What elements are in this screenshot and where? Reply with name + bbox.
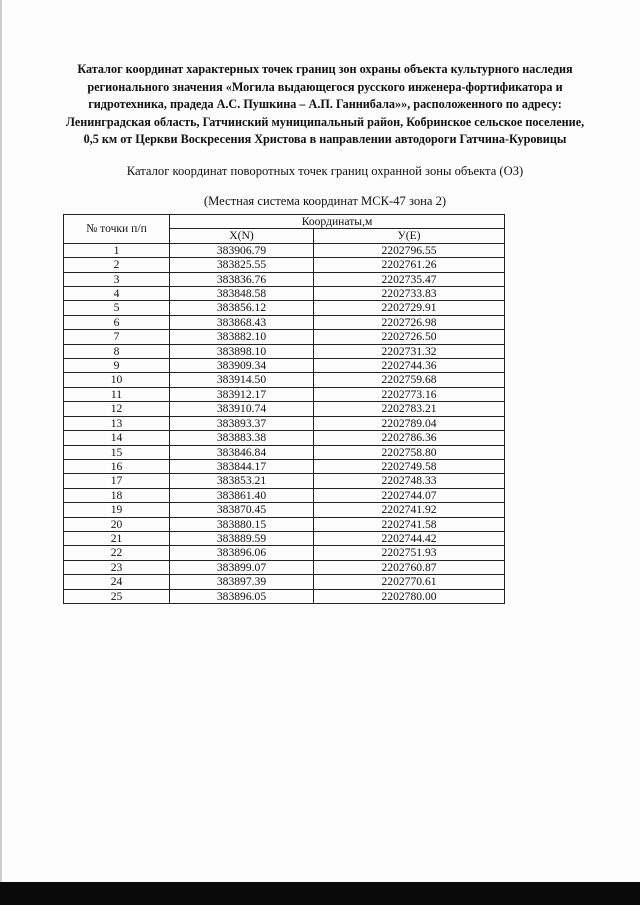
table-row <box>64 387 505 401</box>
point-number-cell: 6 <box>64 315 170 329</box>
x-coordinate-cell: 383861.40 <box>170 488 314 502</box>
y-coordinate-cell: 2202773.16 <box>314 387 505 401</box>
x-coordinate-cell: 383848.58 <box>170 287 314 301</box>
table-row <box>64 517 505 531</box>
table-subtitle: Каталог координат поворотных точек границ охранной зоны объекта (ОЗ) <box>126 164 524 178</box>
point-number-cell: 9 <box>64 359 170 373</box>
table-row <box>64 459 505 473</box>
y-coordinate-cell: 2202744.36 <box>314 359 505 373</box>
x-coordinate-cell: 383893.37 <box>170 416 314 430</box>
point-number-cell: 5 <box>64 301 170 315</box>
point-number-cell: 22 <box>64 546 170 560</box>
header-y: У(Е) <box>314 229 505 243</box>
point-number-cell: 7 <box>64 330 170 344</box>
point-number-cell: 13 <box>64 416 170 430</box>
y-coordinate-cell: 2202741.58 <box>314 517 505 531</box>
y-coordinate-cell: 2202735.47 <box>314 272 505 286</box>
y-coordinate-cell: 2202770.61 <box>314 575 505 589</box>
y-coordinate-cell: 2202744.07 <box>314 488 505 502</box>
x-coordinate-cell: 383896.06 <box>170 546 314 560</box>
point-number-cell: 19 <box>64 503 170 517</box>
point-number-cell: 1 <box>64 243 170 257</box>
x-coordinate-cell: 383853.21 <box>170 474 314 488</box>
document-title: Каталог координат характерных точек границ зон охраны объекта культурного наследия регионального значения «Могила выдающегося русского инженера-фортификатора и гидротехника, прадеда А.С. Пушкина – А.П. Ганнибала»», расположенного по адресу: Ленинградская область, Гатчинский муниципальный район, Кобринское сельское поселение, 0,5 км от Церкви Воскресения Христова в направлении автодороги Гатчина-Куровицы <box>65 62 585 147</box>
x-coordinate-cell: 383825.55 <box>170 258 314 272</box>
table-row <box>64 315 505 329</box>
point-number-cell: 10 <box>64 373 170 387</box>
point-number-cell: 11 <box>64 387 170 401</box>
y-coordinate-cell: 2202786.36 <box>314 431 505 445</box>
table-header-row <box>64 215 505 229</box>
table-row <box>64 560 505 574</box>
point-number-cell: 4 <box>64 287 170 301</box>
point-number-cell: 3 <box>64 272 170 286</box>
y-coordinate-cell: 2202749.58 <box>314 459 505 473</box>
y-coordinate-cell: 2202731.32 <box>314 344 505 358</box>
point-number-cell: 18 <box>64 488 170 502</box>
point-number-cell: 17 <box>64 474 170 488</box>
point-number-cell: 21 <box>64 531 170 545</box>
point-number-cell: 14 <box>64 431 170 445</box>
table-row <box>64 531 505 545</box>
x-coordinate-cell: 383910.74 <box>170 402 314 416</box>
table-row <box>64 287 505 301</box>
y-coordinate-cell: 2202761.26 <box>314 258 505 272</box>
point-number-cell: 2 <box>64 258 170 272</box>
table-row <box>64 272 505 286</box>
coordinate-system-label: (Местная система координат МСК-47 зона 2) <box>203 194 447 208</box>
y-coordinate-cell: 2202729.91 <box>314 301 505 315</box>
y-coordinate-cell: 2202748.33 <box>314 474 505 488</box>
table-row <box>64 589 505 603</box>
x-coordinate-cell: 383896.05 <box>170 589 314 603</box>
point-number-cell: 12 <box>64 402 170 416</box>
table-row <box>64 402 505 416</box>
header-x: X(N) <box>170 229 314 243</box>
x-coordinate-cell: 383870.45 <box>170 503 314 517</box>
x-coordinate-cell: 383909.34 <box>170 359 314 373</box>
table-row <box>64 373 505 387</box>
x-coordinate-cell: 383836.76 <box>170 272 314 286</box>
header-coordinates: Координаты,м <box>170 215 505 229</box>
table-body <box>64 243 505 603</box>
table-row <box>64 546 505 560</box>
y-coordinate-cell: 2202758.80 <box>314 445 505 459</box>
x-coordinate-cell: 383844.17 <box>170 459 314 473</box>
y-coordinate-cell: 2202780.00 <box>314 589 505 603</box>
y-coordinate-cell: 2202726.50 <box>314 330 505 344</box>
table-row <box>64 258 505 272</box>
x-coordinate-cell: 383868.43 <box>170 315 314 329</box>
x-coordinate-cell: 383898.10 <box>170 344 314 358</box>
y-coordinate-cell: 2202733.83 <box>314 287 505 301</box>
x-coordinate-cell: 383846.84 <box>170 445 314 459</box>
table-row <box>64 301 505 315</box>
x-coordinate-cell: 383882.10 <box>170 330 314 344</box>
y-coordinate-cell: 2202796.55 <box>314 243 505 257</box>
table-row <box>64 416 505 430</box>
y-coordinate-cell: 2202783.21 <box>314 402 505 416</box>
point-number-cell: 24 <box>64 575 170 589</box>
x-coordinate-cell: 383883.38 <box>170 431 314 445</box>
table-row <box>64 344 505 358</box>
point-number-cell: 23 <box>64 560 170 574</box>
x-coordinate-cell: 383912.17 <box>170 387 314 401</box>
x-coordinate-cell: 383856.12 <box>170 301 314 315</box>
y-coordinate-cell: 2202759.68 <box>314 373 505 387</box>
table-row <box>64 488 505 502</box>
y-coordinate-cell: 2202741.92 <box>314 503 505 517</box>
x-coordinate-cell: 383880.15 <box>170 517 314 531</box>
y-coordinate-cell: 2202744.42 <box>314 531 505 545</box>
point-number-cell: 20 <box>64 517 170 531</box>
table-row <box>64 474 505 488</box>
point-number-cell: 25 <box>64 589 170 603</box>
table-row <box>64 330 505 344</box>
x-coordinate-cell: 383889.59 <box>170 531 314 545</box>
table-row <box>64 575 505 589</box>
scan-edge <box>0 0 2 905</box>
table-row <box>64 445 505 459</box>
table-row <box>64 431 505 445</box>
point-number-cell: 15 <box>64 445 170 459</box>
x-coordinate-cell: 383914.50 <box>170 373 314 387</box>
coordinates-table <box>63 214 505 604</box>
x-coordinate-cell: 383897.39 <box>170 575 314 589</box>
table-row <box>64 243 505 257</box>
y-coordinate-cell: 2202751.93 <box>314 546 505 560</box>
header-point-number: № точки п/п <box>64 215 170 244</box>
point-number-cell: 16 <box>64 459 170 473</box>
table-row <box>64 359 505 373</box>
x-coordinate-cell: 383906.79 <box>170 243 314 257</box>
point-number-cell: 8 <box>64 344 170 358</box>
x-coordinate-cell: 383899.07 <box>170 560 314 574</box>
y-coordinate-cell: 2202726.98 <box>314 315 505 329</box>
y-coordinate-cell: 2202760.87 <box>314 560 505 574</box>
y-coordinate-cell: 2202789.04 <box>314 416 505 430</box>
table-row <box>64 503 505 517</box>
scan-bottom-border <box>0 882 640 905</box>
